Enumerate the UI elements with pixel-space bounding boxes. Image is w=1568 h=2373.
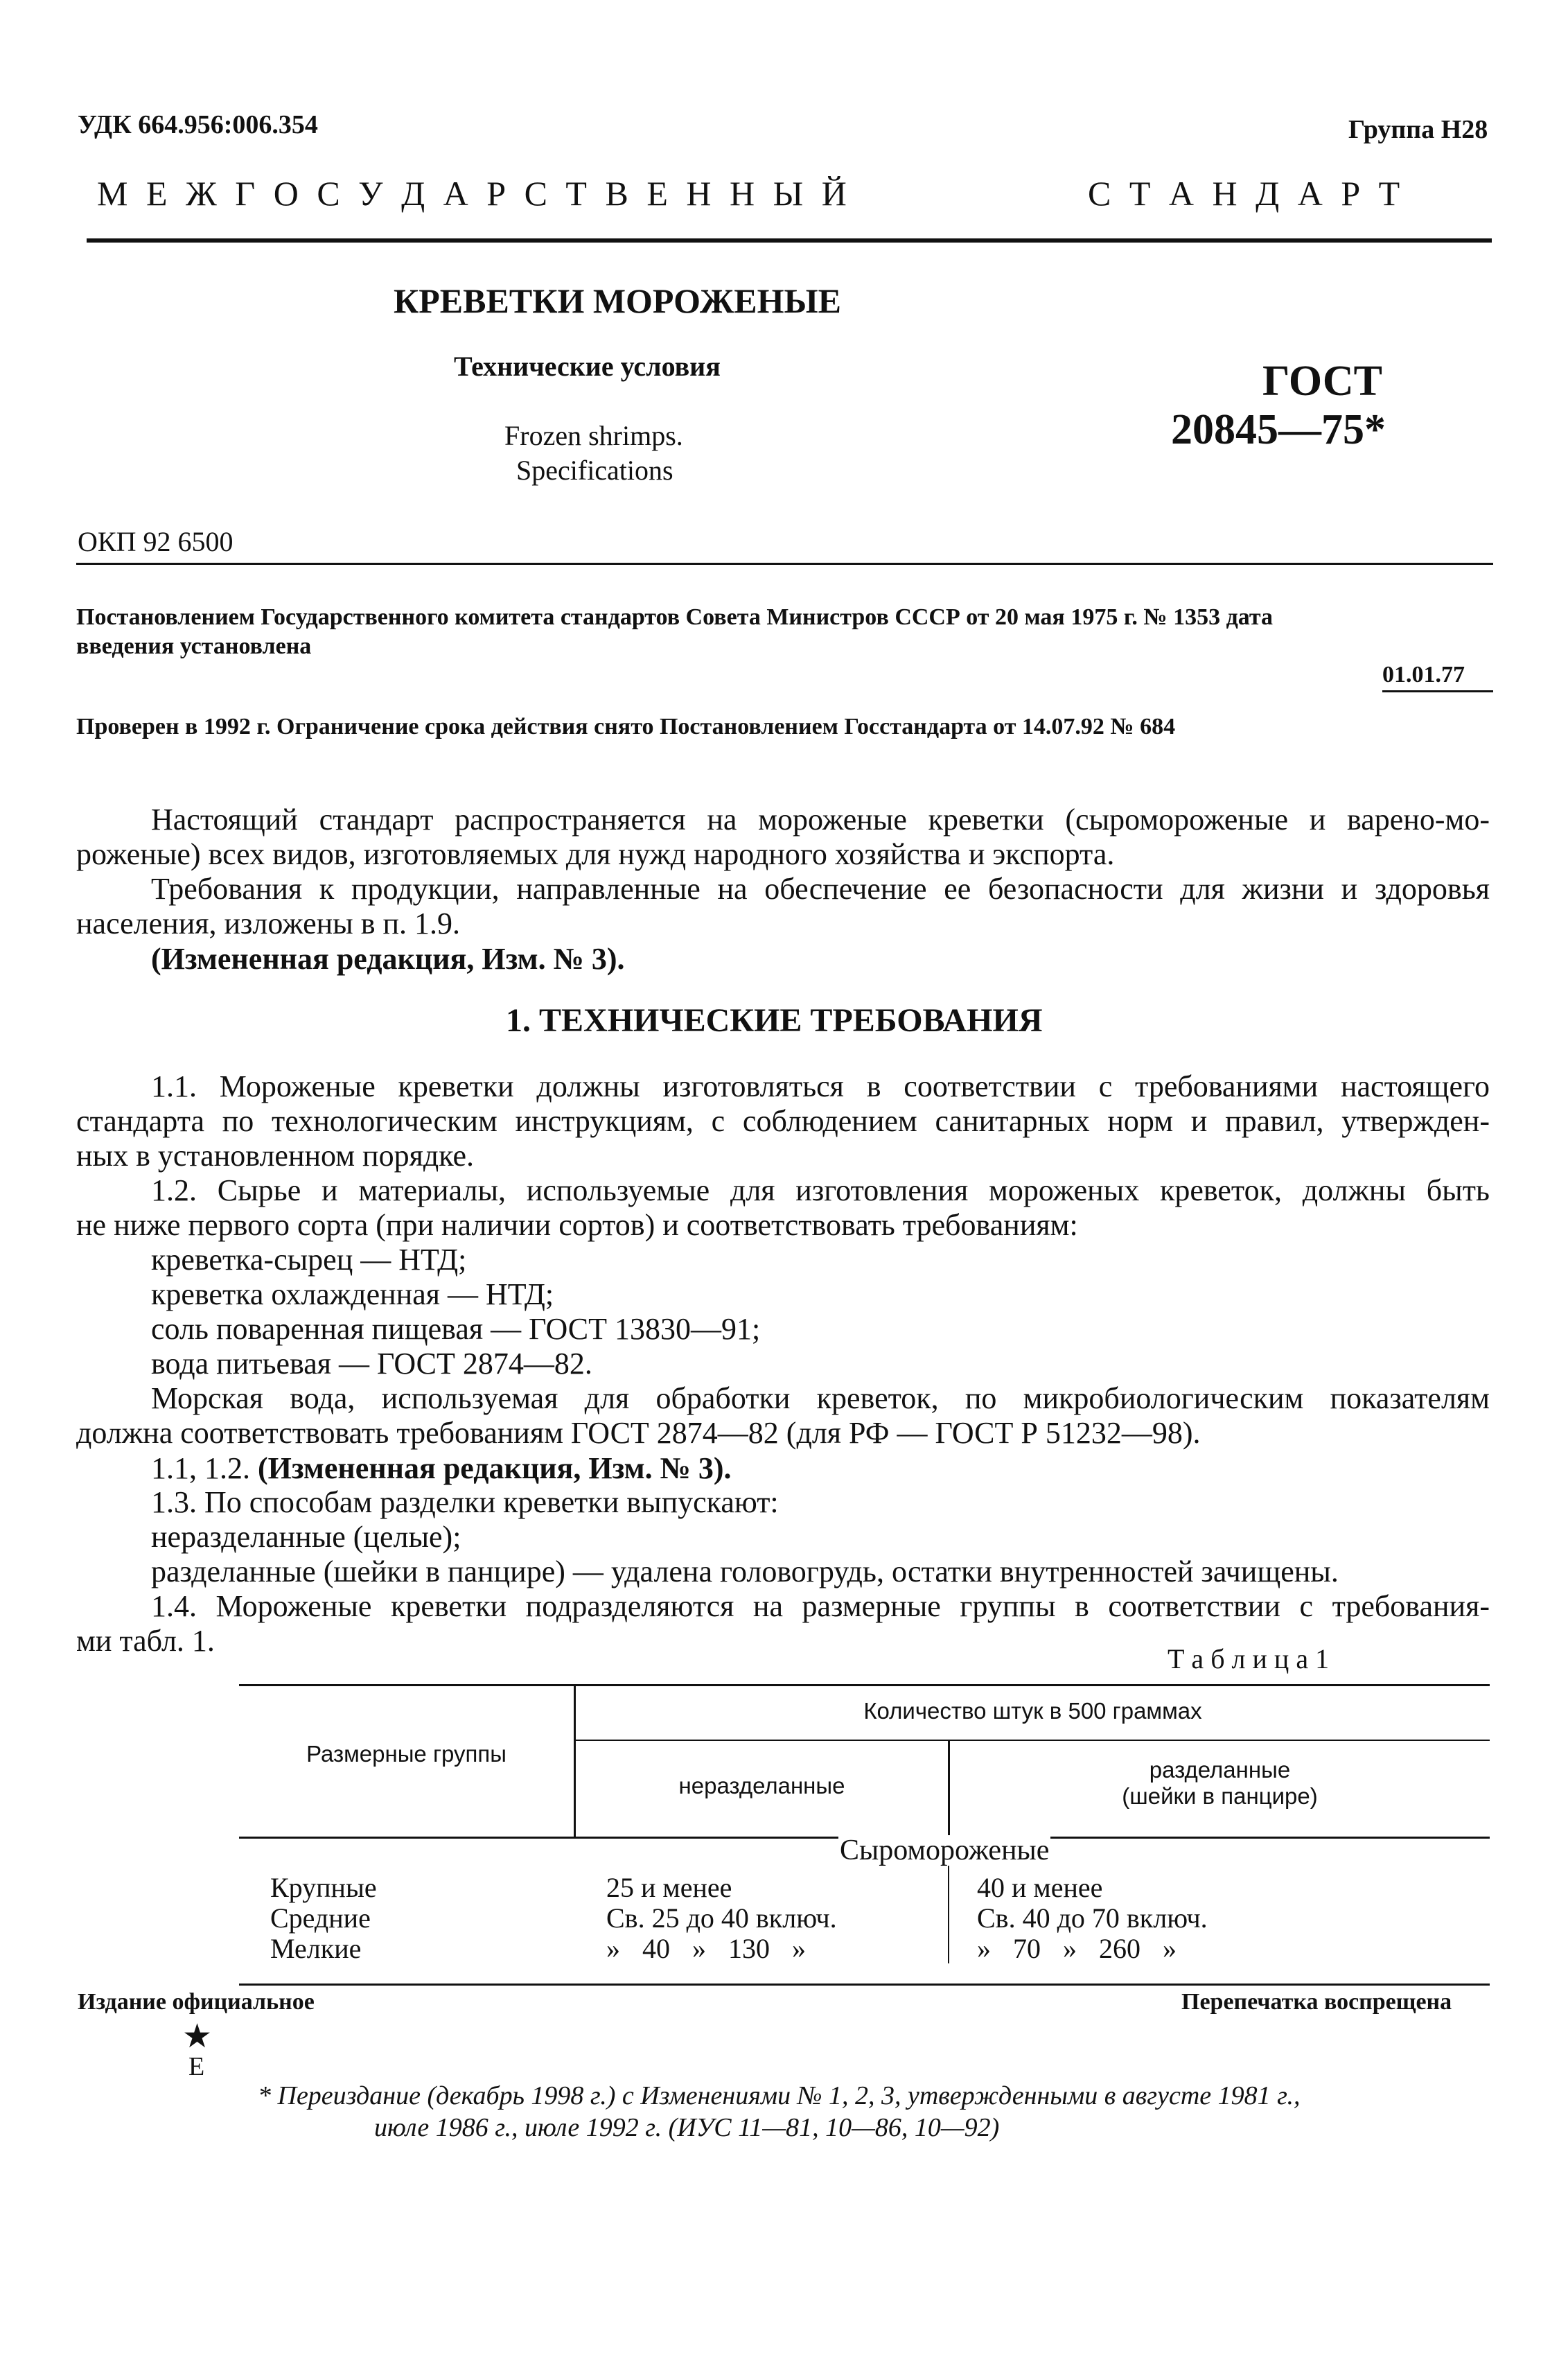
gost-label: ГОСТ xyxy=(1262,358,1383,405)
udk-code: УДК 664.956:006.354 xyxy=(78,110,318,139)
intro-paragraph-1 xyxy=(76,803,1490,872)
clause-1-3-whole: неразделанные (целые); xyxy=(151,1520,461,1554)
decree-line1: Постановлением Государственного комитета стандартов Совета Министров СССР от 20 мая 1975 г. № 1353 дата xyxy=(76,604,1274,630)
review-note: Проверен в 1992 г. Ограничение срока действия снято Постановлением Госстандарта от 14.07.92 № 684 xyxy=(76,714,1176,739)
row-small-group: Мелкие xyxy=(270,1933,362,1964)
reissue-note-line1: * Переиздание (декабрь 1998 г.) с Изменениями № 1, 2, 3, утвержденными в августе 1981 г., xyxy=(258,2081,1301,2110)
row-medium-group: Средние xyxy=(270,1902,371,1934)
clause-1-1-line3: ных в установленном порядке. xyxy=(76,1139,475,1173)
document-title: КРЕВЕТКИ МОРОЖЕНЫЕ xyxy=(394,281,841,320)
group-code: Группа Н28 xyxy=(1348,115,1488,144)
official-edition: Издание официальное xyxy=(78,1989,315,2015)
clause-1-1-line1: 1.1. Мороженые креветки должны изготовляться в соответствии с требованиями настоящего xyxy=(151,1069,1490,1103)
star-icon: ★ xyxy=(182,2018,213,2055)
requirement-salt: соль поваренная пищевая — ГОСТ 13830—91; xyxy=(151,1312,761,1346)
sea-water-paragraph xyxy=(76,1381,1490,1451)
category-raw-frozen: Сыромороженые xyxy=(840,1835,1050,1866)
clause-1-3-cut: разделанные (шейки в панцире) — удалена головогрудь, остатки внутренностей зачищены. xyxy=(151,1555,1339,1588)
introduction-date: 01.01.77 xyxy=(1382,662,1465,688)
intro-amendment: (Измененная редакция, Изм. № 3). xyxy=(151,942,625,976)
clause-amendment-1-1-1-2 xyxy=(151,1451,731,1486)
clause-1-2-line2: не ниже первого сорта (при наличии сортов) и соответствовать требованиям: xyxy=(76,1208,1078,1242)
table-caption: Т а б л и ц а 1 xyxy=(1168,1643,1330,1674)
clause-1-4-line1: 1.4. Мороженые креветки подразделяются на размерные группы в соответствии с требования- xyxy=(151,1589,1490,1623)
table-mid-rule xyxy=(574,1740,1490,1741)
amend-prefix: 1.1, 1.2. xyxy=(151,1451,250,1485)
header-cut-line1: разделанные xyxy=(1149,1757,1291,1783)
intro-paragraph-2 xyxy=(76,872,1490,941)
banner-standard: С Т А Н Д А Р Т xyxy=(1088,174,1402,213)
clause-1-2 xyxy=(76,1173,1490,1381)
decree-line2: введения установлена xyxy=(76,633,312,659)
okp-code: ОКП 92 6500 xyxy=(78,526,234,557)
clause-1-3-line: 1.3. По способам разделки креветки выпускают: xyxy=(151,1485,779,1519)
banner-interstate: М Е Ж Г О С У Д А Р С Т В Е Н Н Ы Й xyxy=(97,174,848,213)
reprint-prohibited: Перепечатка воспрещена xyxy=(1181,1989,1452,2015)
sea-water-line1: Морская вода, используемая для обработки креветок, по микробиологическим показателям xyxy=(151,1381,1490,1415)
requirement-raw-shrimp: креветка-сырец — НТД; xyxy=(151,1243,467,1277)
intro-p2-line1: Требования к продукции, направленные на обеспечение ее безопасности для жизни и здоровья xyxy=(151,872,1490,906)
row-large-cut: 40 и менее xyxy=(977,1872,1103,1903)
intro-p1-line1: Настоящий стандарт распространяется на мороженые креветки (сыромороженые и варено-мо- xyxy=(151,803,1490,837)
header-count: Количество штук в 500 граммах xyxy=(863,1698,1202,1724)
clause-1-2-line1: 1.2. Сырье и материалы, используемые для изготовления мороженых креветок, должны быть xyxy=(151,1173,1490,1207)
table-bottom-rule xyxy=(239,1984,1490,1986)
amend-bold: (Измененная редакция, Изм. № 3). xyxy=(258,1451,732,1485)
clause-1-1-line2: стандарта по технологическим инструкциям, с соблюдением санитарных норм и правил, утвержден- xyxy=(76,1104,1490,1138)
intro-p1-line2: роженые) всех видов, изготовляемых для нужд народного хозяйства и экспорта. xyxy=(76,837,1115,871)
row-small-cut: » 70 » 260 » xyxy=(977,1933,1177,1964)
row-large-whole: 25 и менее xyxy=(606,1872,732,1903)
sea-water-line2: должна соответствовать требованиям ГОСТ 2874—82 (для РФ — ГОСТ Р 51232—98). xyxy=(76,1416,1201,1450)
date-underline xyxy=(1382,690,1493,692)
table-top-rule xyxy=(239,1684,1490,1686)
header-whole: неразделанные xyxy=(678,1773,845,1798)
intro-p2-line2: населения, изложены в п. 1.9. xyxy=(76,907,461,940)
row-medium-cut: Св. 40 до 70 включ. xyxy=(977,1902,1208,1934)
document-subtitle: Технические условия xyxy=(454,351,721,382)
reissue-note-line2: июле 1986 г., июле 1992 г. (ИУС 11—81, 10—86, 10—92) xyxy=(374,2113,1000,2142)
header-cut-line2: (шейки в панцире) xyxy=(1122,1783,1318,1809)
row-medium-whole: Св. 25 до 40 включ. xyxy=(606,1902,837,1934)
header-size-groups: Размерные группы xyxy=(306,1741,506,1767)
row-large-group: Крупные xyxy=(270,1872,377,1903)
clause-1-4-line2: ми табл. 1. xyxy=(76,1624,215,1658)
title-rule xyxy=(76,563,1493,565)
english-title-line1: Frozen shrimps. xyxy=(504,420,683,451)
requirement-water: вода питьевая — ГОСТ 2874—82. xyxy=(151,1347,592,1381)
header-rule-thick xyxy=(87,238,1492,243)
row-small-whole: » 40 » 130 » xyxy=(606,1933,806,1964)
clause-1-1 xyxy=(76,1069,1490,1173)
clause-1-3 xyxy=(76,1485,1490,1589)
gost-number: 20845—75* xyxy=(1171,406,1386,453)
section-1-heading: 1. ТЕХНИЧЕСКИЕ ТРЕБОВАНИЯ xyxy=(506,1002,1043,1039)
requirement-chilled-shrimp: креветка охлажденная — НТД; xyxy=(151,1277,554,1311)
english-title-line2: Specifications xyxy=(516,455,673,486)
e-mark: Е xyxy=(188,2052,205,2081)
